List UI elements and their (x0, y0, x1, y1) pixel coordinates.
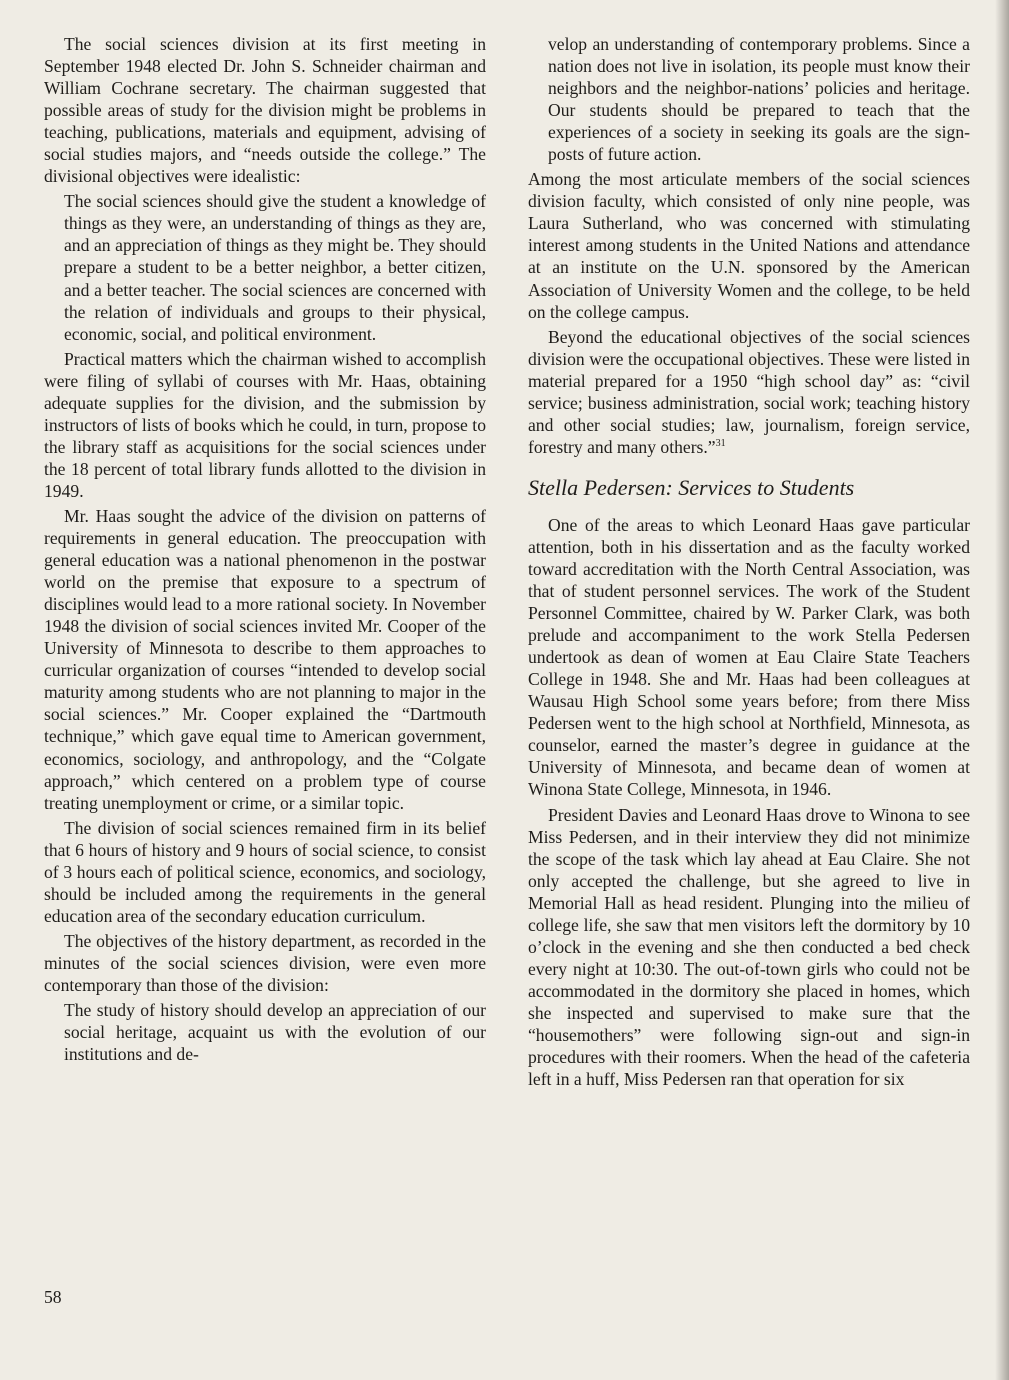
left-column (44, 33, 486, 1068)
paragraph-davies-haas-winona: President Davies and Leonard Haas drove to Winona to see Miss Pedersen, and in their interview they did not minimize the scope of the task which lay ahead at Eau Claire. She not only accepted the challenge, but she agreed to live in Memorial Hall as head resident. Plunging into the milieu of college life, she saw that men visitors left the dormitory by 10 o’clock in the evening and she then conducted a bed check every night at 10:30. The out-of-town girls who could not be accommodated in the dormitory she placed in homes, which she inspected and supervised to make sure that the “housemothers” were following sign-out and sign-in procedures with their roomers. When the head of the cafeteria left in a huff, Miss Pedersen ran that operation for six (528, 804, 970, 1090)
paragraph-general-education: Mr. Haas sought the advice of the division on patterns of requirements in general education. The preoccupation with general education was a national phenomenon in the postwar world on the premise that exposure to a spectrum of disciplines would lead to a more rational society. In November 1948 the division of social sciences invited Mr. Cooper of the University of Minnesota to describe to them approaches to curricular organization of courses “intended to develop social maturity among students who are not planning to major in the social sciences.” Mr. Cooper explained the “Dartmouth technique,” which gave equal time to American government, economics, sociology, and anthropology, and the “Colgate approach,” which centered on a problem type of course treating unemployment or crime, or a similar topic. (44, 505, 486, 813)
page-number: 58 (44, 1287, 62, 1307)
quote-history-study-continued: velop an understanding of contemporary problems. Since a nation does not live in isolation, its people must know their neighbors and the neighbor-nations’ policies and heritage. Our students should be prepared to teach that the experiences of a society in seeking its goals are the sign-posts of future action. (548, 34, 970, 165)
occupational-text: Beyond the educational objectives of the social sciences division were the occupational objectives. These were listed in material prepared for a 1950 “high school day” as: “civil service; business administration, social work; teaching history and other social studies; law, journalism, foreign service, forestry and many others.” (528, 326, 970, 457)
quote-divisional-objectives: The social sciences should give the student a knowledge of things as they were, an understanding of things as they are, and an appreciation of things as they might be. They should prepare a student to be a better neighbor, a better citizen, and a better teacher. The social sciences are concerned with the relation of individuals and groups to their physical, economic, social, and political environment. (64, 191, 486, 344)
paragraph-division-requirements: The division of social sciences remained firm in its belief that 6 hours of history and 9 hours of social science, to consist of 3 hours each of political science, economics, and sociology, should be included among the requirements in the general education area of the secondary education curriculum. (44, 817, 486, 926)
paragraph-laura-sutherland: Among the most articulate members of the social sciences division faculty, which consisted of only nine people, was Laura Sutherland, who was concerned with stimulating interest among students in the United Nations and attendance at an institute on the U.N. sponsored by the American Association of University Women and the college, to be held on the college campus. (528, 169, 970, 322)
paragraph-practical-matters: Practical matters which the chairman wished to accomplish were filing of syllabi of courses with Mr. Haas, obtaining adequate supplies for the division, and the submission by instructors of lists of books which he could, in turn, propose to the library staff as acquisitions for the social sciences under the 18 percent of total library funds allotted to the division in 1949. (44, 348, 486, 501)
paragraph-division-meeting: The social sciences division at its first meeting in September 1948 elected Dr. John S. Schneider chairman and William Cochrane secretary. The chairman suggested that possible areas of study for the division might be problems in teaching, publications, materials and equipment, advising of social studies majors, and “needs outside the college.” The divisional objectives were idealistic: (44, 34, 486, 187)
footnote-reference: 31 (715, 437, 726, 449)
page-edge-shadow (995, 0, 1009, 1380)
quote-history-study: The study of history should develop an appreciation of our social heritage, acquaint us with the evolution of our institutions and de- (64, 1000, 486, 1065)
paragraph-occupational-objectives (528, 326, 970, 458)
section-heading: Stella Pedersen: Services to Students (528, 474, 855, 500)
paragraph-history-objectives: The objectives of the history department, as recorded in the minutes of the social sciences division, were even more contemporary than those of the division: (44, 930, 486, 995)
paragraph-student-services: One of the areas to which Leonard Haas gave particular attention, both in his dissertation and as the faculty worked toward accreditation with the North Central Association, was that of student personnel services. The work of the Student Personnel Committee, chaired by W. Parker Clark, was both prelude and accompaniment to the work Stella Pedersen undertook as dean of women at Eau Claire State Teachers College in 1948. She and Mr. Haas had been colleagues at Wausau High School some years before; from there Miss Pedersen went to the high school at Northfield, Minnesota, as counselor, earned the master’s degree in guidance at the University of Minnesota, and became dean of women at Winona State College, Minnesota, in 1946. (528, 514, 970, 800)
right-column (528, 33, 970, 1093)
